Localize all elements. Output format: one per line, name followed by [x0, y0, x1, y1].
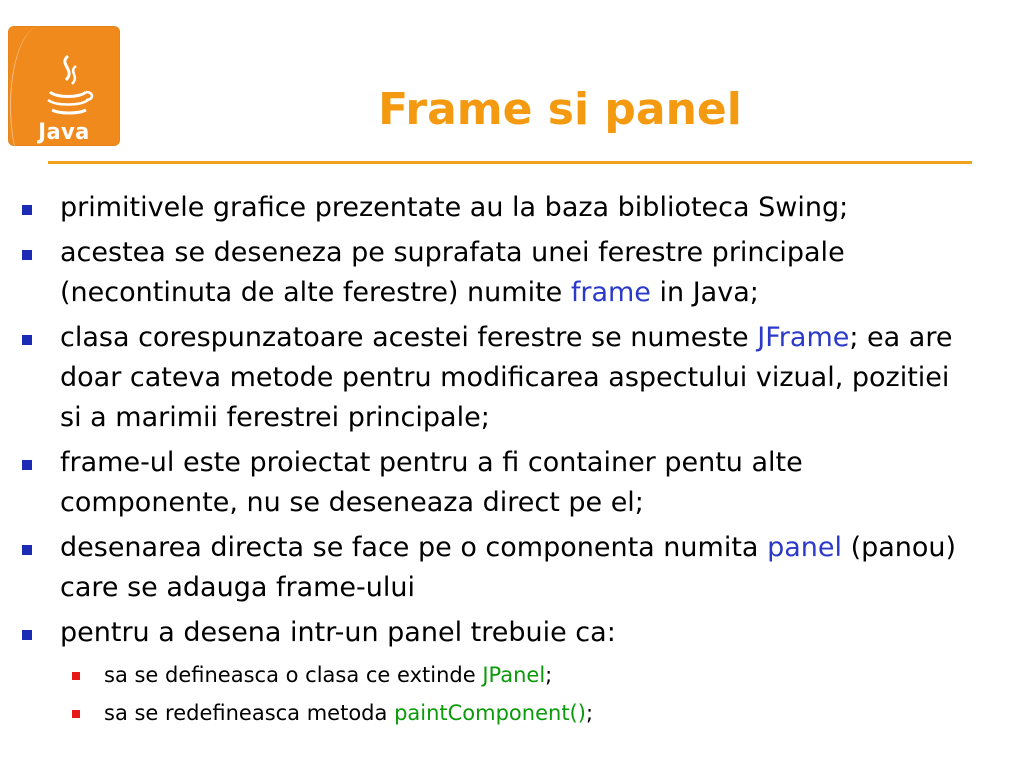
bullet-text [60, 188, 974, 228]
slide-content [0, 188, 1024, 734]
bullet-text-part: acestea se deseneza pe suprafata unei ferestre principale (necontinuta de alte ferestre) numite [60, 237, 845, 308]
bullet-text-part: pentru a desena intr-un panel trebuie ca: [60, 617, 616, 648]
bullet-text [60, 613, 974, 653]
square-bullet-icon [22, 335, 32, 345]
square-bullet-icon [22, 545, 32, 555]
highlight-term: frame [570, 277, 651, 308]
square-bullet-icon [22, 460, 32, 470]
bullet-text-part: clasa corespunzatoare acestei ferestre se numeste [60, 322, 758, 353]
highlight-term: panel [767, 532, 842, 563]
sub-bullet-text-part: ; [585, 701, 594, 725]
highlight-term: JPanel [482, 663, 546, 687]
sub-bullet-text-part: sa se redefineasca metoda [104, 701, 395, 725]
bullet-text-part: frame-ul este proiectat pentru a fi container pentu alte componente, nu se deseneaza direct pe el; [60, 447, 803, 518]
sub-bullet-item [0, 696, 1024, 730]
bullet-item [0, 443, 1024, 523]
sub-bullet-item [0, 658, 1024, 692]
bullet-item [0, 233, 1024, 313]
title-divider [48, 161, 972, 164]
highlight-term: JFrame [757, 322, 850, 353]
bullet-text [60, 318, 974, 438]
highlight-term: paintComponent() [394, 701, 586, 725]
java-logo [8, 26, 120, 146]
bullet-text [60, 528, 974, 608]
bullet-text-part: desenarea directa se face pe o componenta numita [60, 532, 768, 563]
square-sub-bullet-icon [72, 710, 80, 718]
bullet-text [60, 233, 974, 313]
slide-title: Frame si panel [378, 84, 742, 135]
bullet-text-part: primitivele grafice prezentate au la baza biblioteca Swing; [60, 192, 849, 223]
square-bullet-icon [22, 630, 32, 640]
square-bullet-icon [22, 250, 32, 260]
bullet-item [0, 188, 1024, 228]
coffee-cup-icon [8, 26, 120, 126]
square-bullet-icon [22, 205, 32, 215]
square-sub-bullet-icon [72, 672, 80, 680]
bullet-item [0, 528, 1024, 608]
bullet-text-part: ; ea are doar cateva metode pentru modificarea aspectului vizual, pozitiei si a marimii ferestrei principale; [60, 322, 953, 433]
sub-bullet-text-part: sa se defineasca o clasa ce extinde [104, 663, 483, 687]
bullet-text-part: in Java; [650, 277, 759, 308]
bullet-text-part: (panou) care se adauga frame-ului [60, 532, 957, 603]
logo-word: Java [38, 120, 90, 145]
bullet-item [0, 318, 1024, 438]
bullet-item [0, 613, 1024, 653]
bullet-text [60, 443, 974, 523]
sub-bullet-text-part: ; [545, 663, 553, 687]
